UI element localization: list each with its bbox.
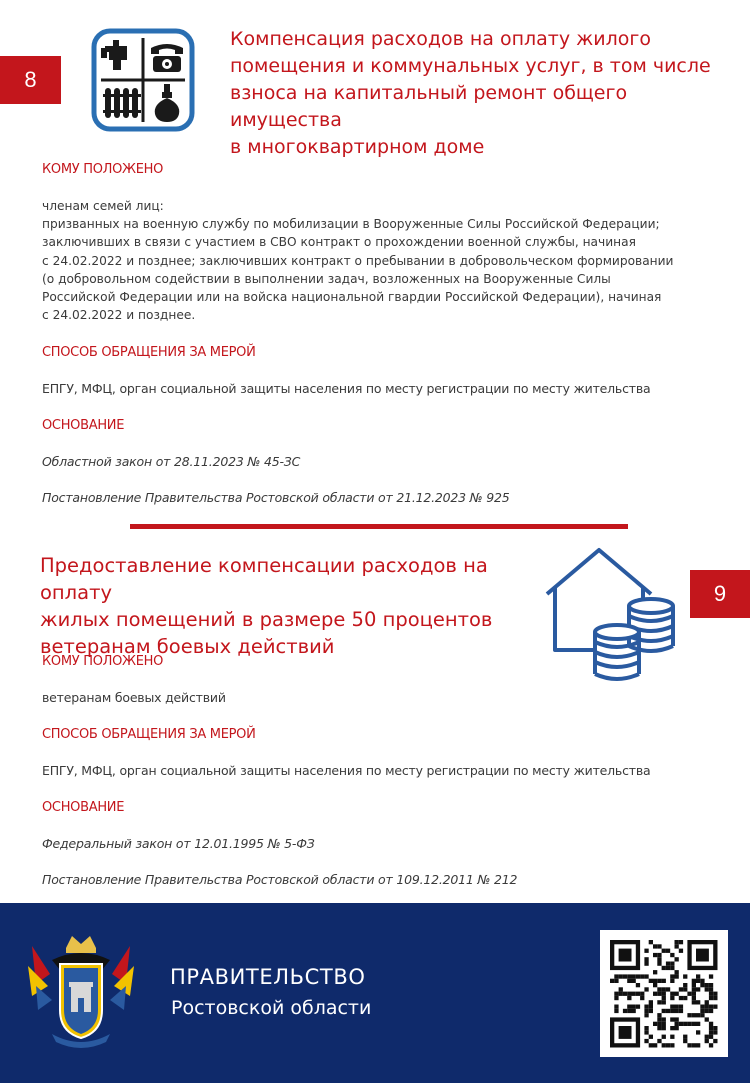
section-title bbox=[230, 26, 730, 161]
who-line: призванных на военную службу по мобилизации в Вооруженные Силы Российской Федерации; bbox=[42, 217, 660, 232]
title-line: ветеранам боевых действий bbox=[40, 635, 335, 658]
method-text: ЕПГУ, МФЦ, орган социальной защиты населения по месту регистрации по месту жительства bbox=[42, 381, 651, 396]
basis-law: Областной закон от 28.11.2023 № 45-ЗС bbox=[42, 454, 301, 469]
who-text bbox=[42, 197, 697, 324]
who-line: Российской Федерации или на войска национальной гвардии Российской Федерации), начиная bbox=[42, 290, 662, 305]
qr-code-icon[interactable] bbox=[600, 930, 728, 1057]
basis-resolution: Постановление Правительства Ростовской области от 109.12.2011 № 212 bbox=[42, 872, 518, 887]
utilities-icon bbox=[91, 28, 195, 132]
method-text: ЕПГУ, МФЦ, орган социальной защиты населения по месту регистрации по месту жительства bbox=[42, 763, 651, 778]
government-title: ПРАВИТЕЛЬСТВО bbox=[170, 965, 366, 989]
government-region: Ростовской области bbox=[171, 997, 372, 1019]
section-title bbox=[40, 552, 540, 660]
section-number: 8 bbox=[24, 67, 37, 92]
who-line: с 24.02.2022 и позднее; заключивших контракт о пребывании в добровольческом формировании bbox=[42, 253, 674, 268]
title-line: в многоквартирном доме bbox=[230, 136, 485, 158]
section-number: 9 bbox=[713, 581, 727, 606]
who-line: с 24.02.2022 и позднее. bbox=[42, 308, 196, 323]
basis-heading: ОСНОВАНИЕ bbox=[42, 800, 125, 815]
who-line: (о добровольном содействии в выполнении задач, возложенных на Вооруженные Силы bbox=[42, 271, 611, 286]
title-line: жилых помещений в размере 50 процентов bbox=[40, 608, 493, 631]
section-divider bbox=[130, 524, 628, 529]
title-line: взноса на капитальный ремонт общего имущества bbox=[230, 82, 628, 131]
house-coins-icon bbox=[543, 546, 679, 686]
title-line: Предоставление компенсации расходов на оплату bbox=[40, 554, 488, 604]
title-line: Компенсация расходов на оплату жилого bbox=[230, 28, 651, 50]
who-line: заключивших в связи с участием в СВО контракт о прохождении военной службы, начиная bbox=[42, 235, 636, 250]
method-heading: СПОСОБ ОБРАЩЕНИЯ ЗА МЕРОЙ bbox=[42, 345, 256, 360]
title-line: помещения и коммунальных услуг, в том числе bbox=[230, 55, 711, 77]
method-heading: СПОСОБ ОБРАЩЕНИЯ ЗА МЕРОЙ bbox=[42, 727, 256, 742]
who-text: ветеранам боевых действий bbox=[42, 690, 226, 705]
basis-law: Федеральный закон от 12.01.1995 № 5-ФЗ bbox=[42, 836, 315, 851]
who-line: членам семей лиц: bbox=[42, 199, 164, 213]
basis-heading: ОСНОВАНИЕ bbox=[42, 418, 125, 433]
coat-of-arms-icon bbox=[22, 926, 140, 1050]
who-heading: КОМУ ПОЛОЖЕНО bbox=[42, 654, 164, 669]
basis-resolution: Постановление Правительства Ростовской области от 21.12.2023 № 925 bbox=[42, 490, 510, 505]
who-heading: КОМУ ПОЛОЖЕНО bbox=[42, 162, 164, 177]
section-number-badge bbox=[0, 56, 61, 104]
section-number-badge bbox=[690, 570, 750, 618]
